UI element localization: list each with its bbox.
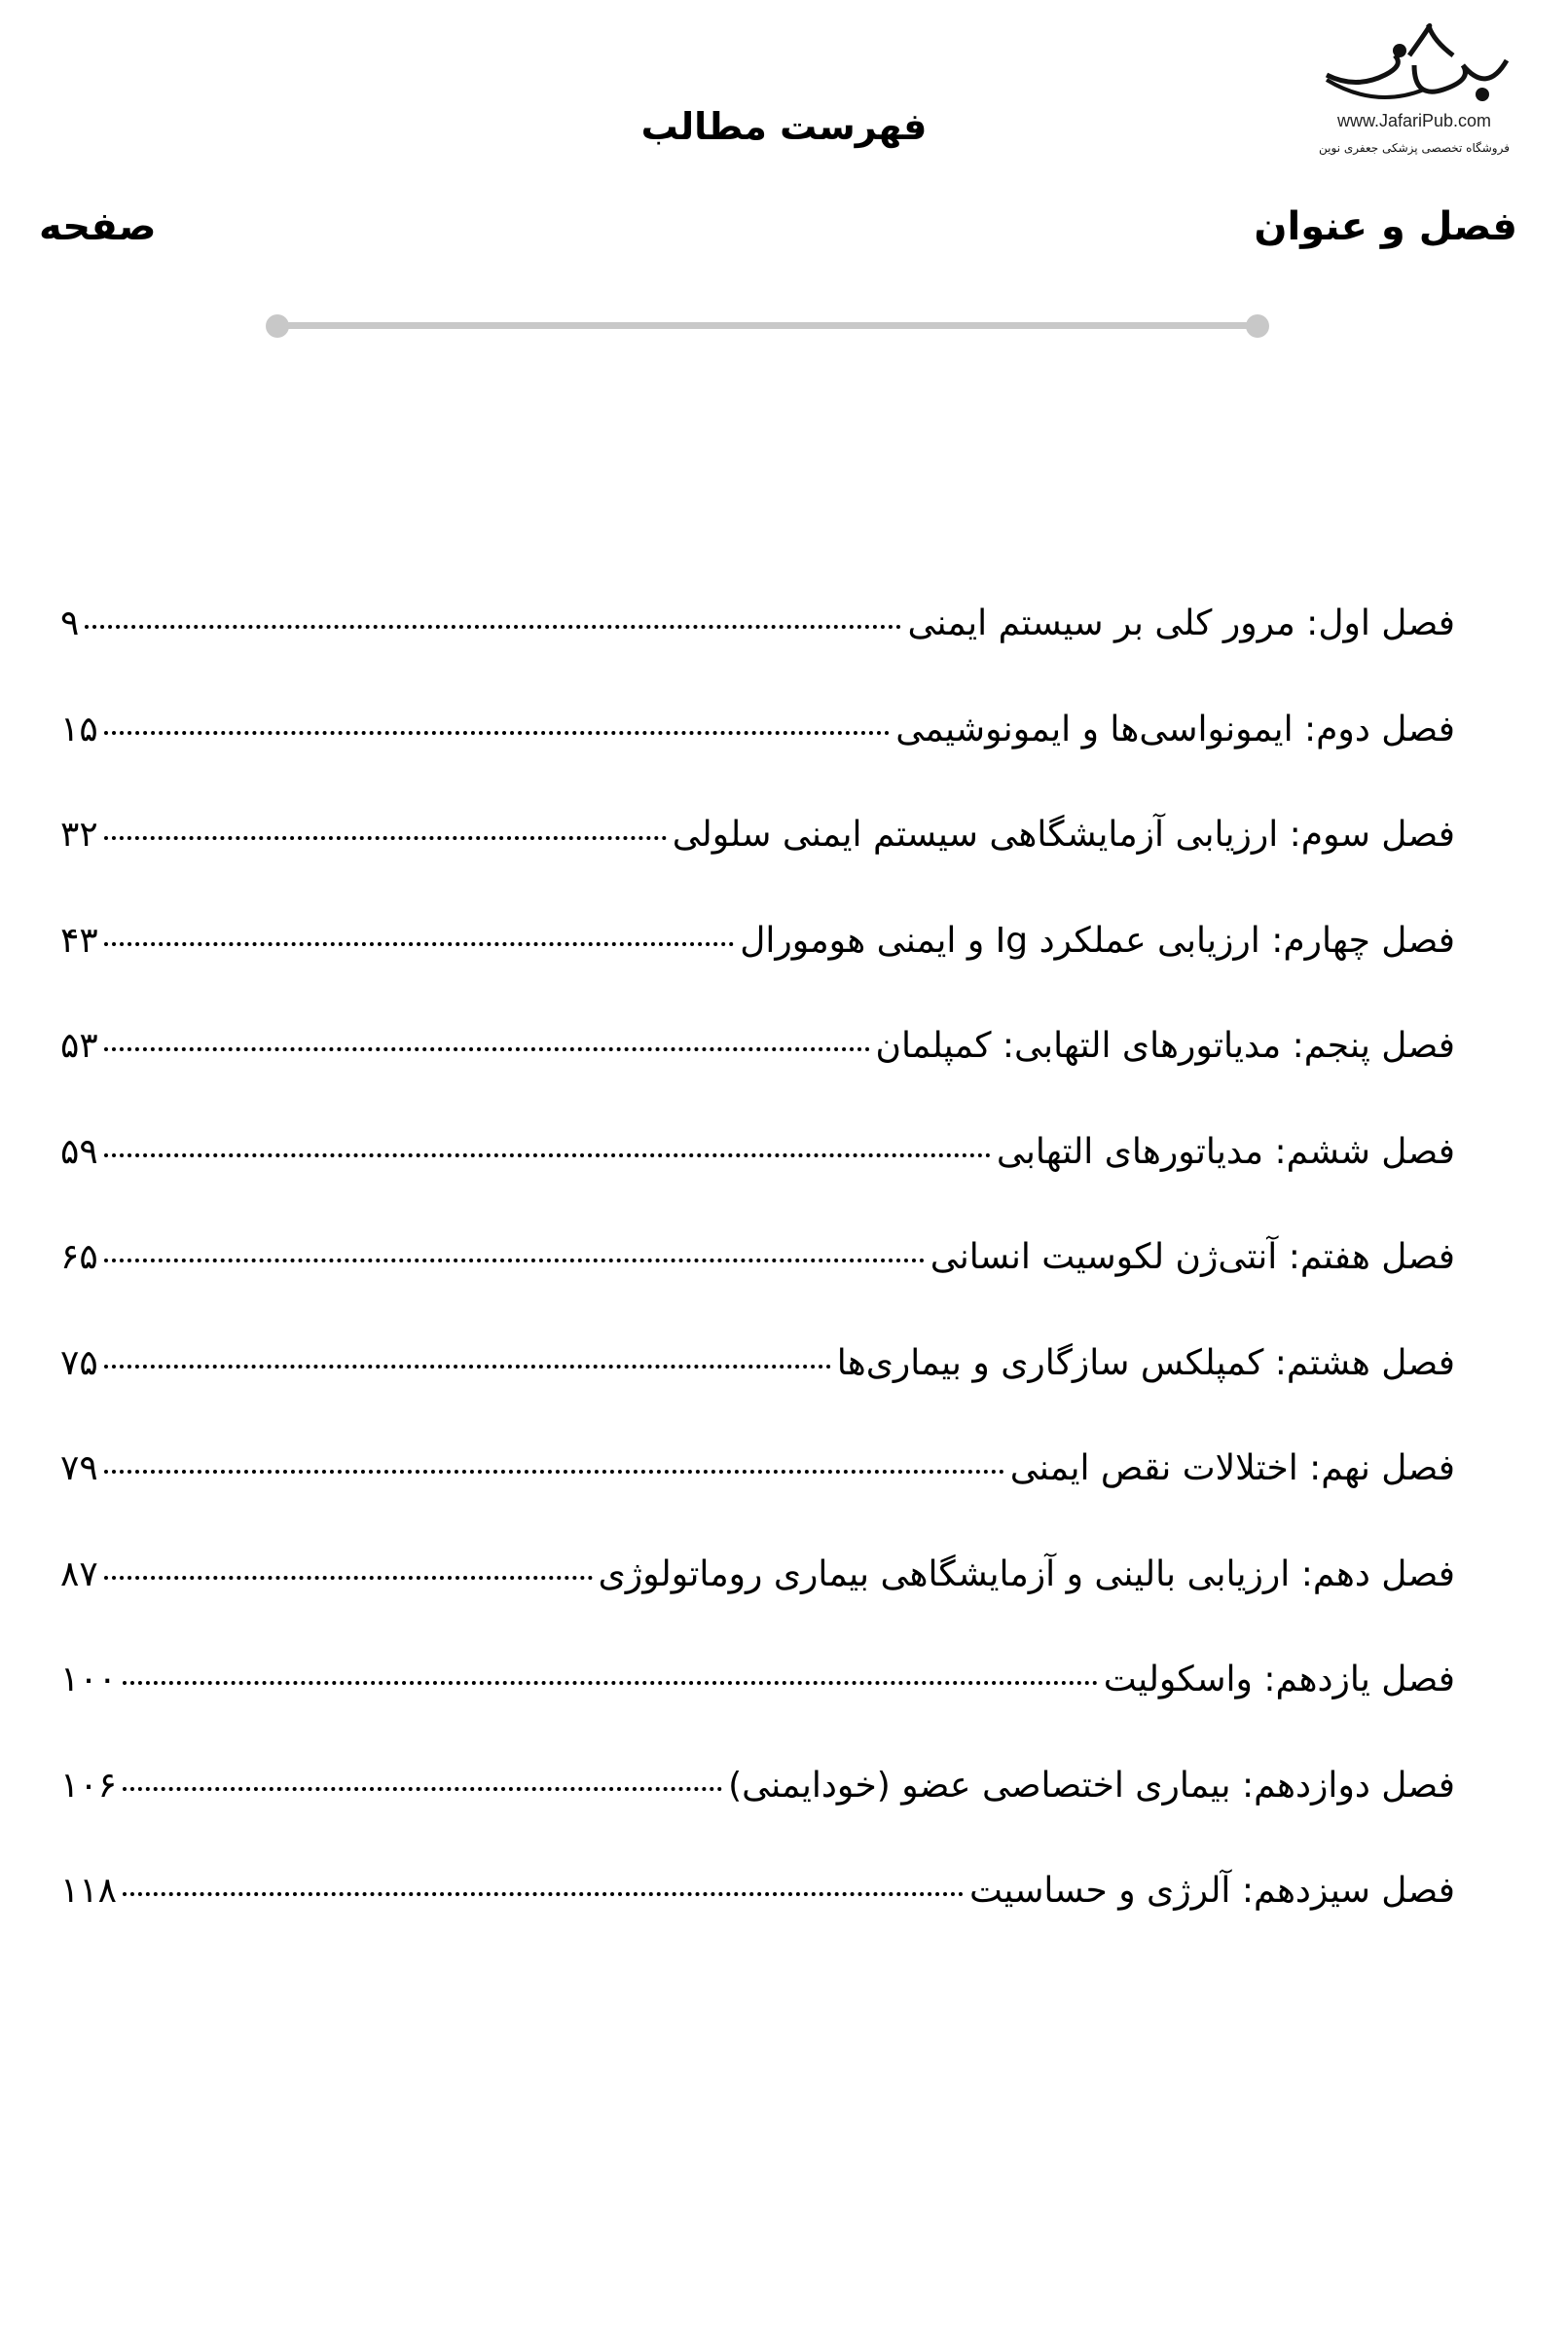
toc-page: ۱۰۶ <box>60 1765 118 1806</box>
dot-leader <box>104 1576 593 1580</box>
dot-leader <box>104 1153 991 1157</box>
dot-leader <box>123 1787 722 1791</box>
header-page: صفحه <box>39 204 157 249</box>
toc-row[interactable] <box>60 1660 1455 1766</box>
logo-url: www.JafariPub.com <box>1336 111 1492 130</box>
dot-leader <box>104 1365 831 1369</box>
publisher-logo <box>1283 21 1546 177</box>
toc-title: فصل نهم: اختلالات نقص ایمنی <box>1009 1448 1455 1488</box>
toc-page: ۴۳ <box>60 920 98 961</box>
toc-page: ۱۱۸ <box>60 1871 118 1911</box>
toc-page: ۵۹ <box>60 1131 98 1172</box>
toc-page: ۳۲ <box>60 815 98 855</box>
dot-leader <box>104 1259 925 1262</box>
divider-dot <box>1246 314 1269 338</box>
dot-leader <box>123 1681 1098 1685</box>
toc-page: ۹ <box>60 603 80 643</box>
toc-title: فصل دوم: ایمونواسی‌ها و ایمونوشیمی <box>895 709 1455 749</box>
toc-page: ۶۵ <box>60 1237 98 1277</box>
toc-title: فصل دوازدهم: بیماری اختصاصی عضو (خودایمنی) <box>728 1765 1455 1806</box>
dot-leader <box>104 1470 1004 1474</box>
toc-title: فصل ششم: مدیاتورهای التهابی <box>996 1131 1455 1172</box>
divider-dot <box>266 314 289 338</box>
dot-leader <box>104 1047 870 1051</box>
toc-page: ۱۰۰ <box>60 1660 118 1699</box>
toc-row[interactable] <box>60 1343 1455 1449</box>
logo-calligraphy-icon <box>1317 21 1512 109</box>
toc-page: ۷۹ <box>60 1448 98 1488</box>
logo-shop-name: فروشگاه تخصصی پزشکی جعفری نوین <box>1319 141 1510 155</box>
toc-row[interactable] <box>60 1448 1455 1554</box>
page-title: فهرست مطالب <box>640 105 928 148</box>
toc-page: ۷۵ <box>60 1342 98 1383</box>
toc-page: ۸۷ <box>60 1553 98 1594</box>
header-chapter: فصل و عنوان <box>1254 204 1517 249</box>
dot-leader <box>123 1892 964 1896</box>
toc-row[interactable] <box>60 815 1455 921</box>
toc-row[interactable] <box>60 1237 1455 1343</box>
toc-row[interactable] <box>60 1871 1455 1977</box>
toc-title: فصل سیزدهم: آلرژی و حساسیت <box>969 1871 1455 1911</box>
dot-leader <box>104 836 667 840</box>
toc-title: فصل هفتم: آنتی‌ژن لکوسیت انسانی <box>930 1237 1455 1277</box>
dot-leader <box>104 731 891 735</box>
table-of-contents <box>60 603 1455 1977</box>
toc-row[interactable] <box>60 1026 1455 1132</box>
toc-row[interactable] <box>60 921 1455 1027</box>
toc-row[interactable] <box>60 1554 1455 1661</box>
toc-title: فصل دهم: ارزیابی بالینی و آزمایشگاهی بیماری روماتولوژی <box>598 1553 1455 1594</box>
toc-row[interactable] <box>60 603 1455 710</box>
dot-leader <box>104 942 735 946</box>
toc-title: فصل پنجم: مدیاتورهای التهابی: کمپلمان <box>875 1026 1455 1066</box>
divider <box>277 322 1258 329</box>
dot-leader <box>85 625 901 629</box>
toc-title: فصل اول: مرور کلی بر سیستم ایمنی <box>907 603 1455 643</box>
toc-title: فصل سوم: ارزیابی آزمایشگاهی سیستم ایمنی سلولی <box>672 815 1455 855</box>
toc-title: فصل چهارم: ارزیابی عملکرد Ig و ایمنی هومورال <box>740 920 1455 961</box>
toc-row[interactable] <box>60 710 1455 816</box>
toc-page: ۵۳ <box>60 1026 98 1066</box>
toc-title: فصل یازدهم: واسکولیت <box>1103 1660 1455 1699</box>
toc-page: ۱۵ <box>60 709 98 749</box>
toc-row[interactable] <box>60 1766 1455 1872</box>
toc-title: فصل هشتم: کمپلکس سازگاری و بیماری‌ها <box>836 1342 1455 1383</box>
toc-row[interactable] <box>60 1132 1455 1238</box>
